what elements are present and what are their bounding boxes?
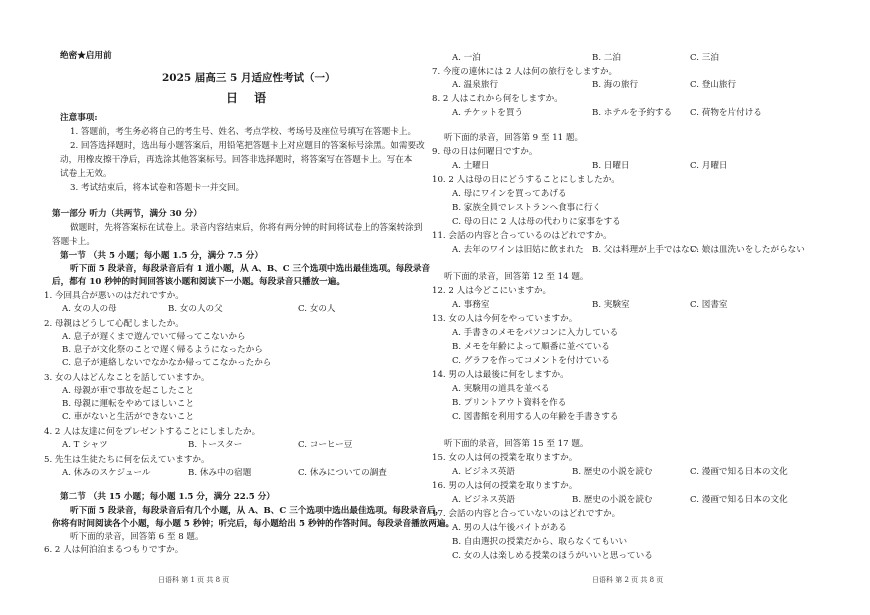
option-b: B. 日曜日 xyxy=(592,161,630,171)
subject-title: 日 语 xyxy=(226,91,273,105)
question-2: 2. 母親はどうして心配しましたか。 xyxy=(44,319,184,329)
question-17: 17. 会話の内容と合っていないのはどれですか。 xyxy=(432,509,621,519)
option-c: C. グラフを作ってコメントを付けている xyxy=(452,356,610,366)
option-a: A. 去年のワインは旧姑に飲まれた xyxy=(452,245,584,255)
section-lead: 听下面的录音，回答第 15 至 17 题。 xyxy=(444,439,589,449)
option-a: A. ビジネス英語 xyxy=(452,467,515,477)
option-c: C. 女の人は楽しめる授業のほうがいいと思っている xyxy=(452,551,653,561)
option-a: A. チケットを買う xyxy=(452,108,524,118)
option-c: C. 登山旅行 xyxy=(690,80,737,90)
question-12: 12. 2 人は今どこにいますか。 xyxy=(432,286,552,296)
question-13: 13. 女の人は今何をやっていますか。 xyxy=(432,314,578,324)
option-a: A. T シャツ xyxy=(62,440,108,450)
section2-intro: 你将有时间阅读各个小题，每小题 5 秒钟；听完后，每小题给出 5 秒钟的作答时间。每段录音播放两遍。 xyxy=(52,519,455,529)
option-a: A. 母親が車で事故を起こしたこと xyxy=(62,386,194,396)
option-a: A. 事務室 xyxy=(452,300,490,310)
question-1: 1. 今回具合が悪いのはだれですか。 xyxy=(44,291,184,301)
option-a: A. 手書きのメモをパソコンに入力している xyxy=(452,328,619,338)
option-a: A. 女の人の母 xyxy=(62,304,117,314)
option-c: C. 息子が連絡しないでなかなか帰ってこなかったから xyxy=(62,358,272,368)
option-c: C. 荷物を片付ける xyxy=(690,108,762,118)
option-c: C. コーヒー豆 xyxy=(298,440,353,450)
option-c: C. 休みについての調査 xyxy=(298,468,387,478)
question-6: 6. 2 人は何泊泊まるつもりですか。 xyxy=(44,545,184,555)
option-c: C. 月曜日 xyxy=(690,161,728,171)
question-10: 10. 2 人は母の日にどうすることにしましたか。 xyxy=(432,175,620,185)
question-11: 11. 会話の内容と合っているのはどれですか。 xyxy=(432,231,612,241)
note-line: 3. 考试结束后，将本试卷和答题卡一并交回。 xyxy=(70,183,245,193)
note-line: 1. 答题前，考生务必将自己的考生号、姓名、考点学校、考场号及座位号填写在答题卡上。 xyxy=(70,127,417,137)
question-5: 5. 先生は生徒たちに何を伝えていますか。 xyxy=(44,455,210,465)
option-a: A. 男の人は午後バイトがある xyxy=(452,523,567,533)
option-c: C. 娘は皿洗いをしたがらない xyxy=(690,245,805,255)
option-b: B. 父は料理が上手ではない xyxy=(592,245,699,255)
part1-intro: 做题时，先将答案标在试卷上。录音内容结束后，你将有两分钟的时间将试卷上的答案转涂到 xyxy=(70,223,423,233)
secret-label: 绝密★启用前 xyxy=(60,51,112,61)
note-line: 试卷上无效。 xyxy=(60,169,112,179)
question-14: 14. 男の人は最後に何をしますか。 xyxy=(432,370,569,380)
question-15: 15. 女の人は何の授業を取りますか。 xyxy=(432,453,578,463)
section2-lead: 听下面的录音，回答第 6 至 8 题。 xyxy=(70,532,204,542)
question-3: 3. 女の人はどんなことを話していますか。 xyxy=(44,373,210,383)
option-a: A. 実験用の道具を並べる xyxy=(452,384,550,394)
option-b: B. 歴史の小説を読む xyxy=(572,495,653,505)
option-c: C. 母の日に 2 人は母の代わりに家事をする xyxy=(452,217,621,227)
section-lead: 听下面的录音，回答第 9 至 11 题。 xyxy=(444,133,584,143)
option-b: B. 女の人の父 xyxy=(168,304,223,314)
option-b: B. 自由選択の授業だから、取らなくてもいい xyxy=(452,537,628,547)
option-a: A. 母にワインを買ってあげる xyxy=(452,189,567,199)
option-b: B. プリントアウト資料を作る xyxy=(452,398,567,408)
option-b: B. 実験室 xyxy=(592,300,630,310)
question-7: 7. 今度の連休には 2 人は何の旅行をしますか。 xyxy=(432,67,618,77)
option-b: B. ホテルを予約する xyxy=(592,108,673,118)
page-footer: 日语科 第 1 页 共 8 页 xyxy=(158,576,230,584)
option-b: B. トースター xyxy=(188,440,243,450)
option-a: A. 温泉旅行 xyxy=(452,80,499,90)
option-b: B. 家族全員でレストランへ食事に行く xyxy=(452,203,602,213)
option-a: A. 一泊 xyxy=(452,53,481,63)
option-b: B. メモを年齢によって順番に並べている xyxy=(452,342,610,352)
part1-intro: 答题卡上。 xyxy=(52,237,95,247)
part1-heading: 第一部分 听力（共两节，满分 30 分） xyxy=(52,209,202,219)
section2-heading: 第二节 （共 15 小题；每小题 1.5 分，满分 22.5 分） xyxy=(60,492,275,502)
question-4: 4. 2 人は友達に何をプレゼントすることにしましたか。 xyxy=(44,427,261,437)
exam-title: 2025 届高三 5 月适应性考试（一） xyxy=(162,72,336,84)
section1-intro: 听下面 5 段录音，每段录音后有 1 道小题，从 A、B、C 三个选项中选出最佳选项。每段录音 xyxy=(70,264,431,274)
section-lead: 听下面的录音，回答第 12 至 14 题。 xyxy=(444,272,589,282)
option-a: A. ビジネス英語 xyxy=(452,495,515,505)
page-footer: 日语科 第 2 页 共 8 页 xyxy=(592,576,664,584)
notes-heading: 注意事项: xyxy=(60,113,98,123)
option-c: C. 図書室 xyxy=(690,300,728,310)
question-8: 8. 2 人はこれから何をしますか。 xyxy=(432,94,563,104)
option-c: C. 三泊 xyxy=(690,53,719,63)
option-c: C. 漫画で知る日本の文化 xyxy=(690,467,788,477)
option-a: A. 息子が遅くまで遊んでいて帰ってこないから xyxy=(62,332,246,342)
option-a: A. 土曜日 xyxy=(452,161,490,171)
section2-intro: 听下面 5 段录音，每段录音后有几个小题，从 A、B、C 三个选项中选出最佳选项。每段录音后， xyxy=(70,506,444,516)
option-b: B. 休み中の宿題 xyxy=(188,468,252,478)
option-c: C. 女の人 xyxy=(298,304,336,314)
option-b: B. 息子が文化祭のことで遅く帰るようになったから xyxy=(62,345,263,355)
option-c: C. 漫画で知る日本の文化 xyxy=(690,495,788,505)
question-9: 9. 母の日は何曜日ですか。 xyxy=(432,147,538,157)
option-c: C. 図書館を利用する人の年齢を手書きする xyxy=(452,412,619,422)
option-b: B. 海の旅行 xyxy=(592,80,639,90)
note-line: 动，用橡皮擦干净后，再选涂其他答案标号。回答非选择题时，将答案写在答题卡上。写在本 xyxy=(60,155,413,165)
note-line: 2. 回答选择题时，选出每小题答案后，用铅笔把答题卡上对应题目的答案标号涂黑。如需要改 xyxy=(70,141,425,151)
section1-heading: 第一节 （共 5 小题；每小题 1.5 分，满分 7.5 分） xyxy=(60,251,263,261)
option-b: B. 歴史の小説を読む xyxy=(572,467,653,477)
option-a: A. 休みのスケジュール xyxy=(62,468,151,478)
option-b: B. 母親に運転をやめてほしいこと xyxy=(62,399,195,409)
question-16: 16. 男の人は何の授業を取りますか。 xyxy=(432,481,578,491)
option-b: B. 二泊 xyxy=(592,53,621,63)
option-c: C. 車がないと生活ができないこと xyxy=(62,412,195,422)
section1-intro: 后，都有 10 秒钟的时间回答该小题和阅读下一小题。每段录音只播放一遍。 xyxy=(52,277,345,287)
